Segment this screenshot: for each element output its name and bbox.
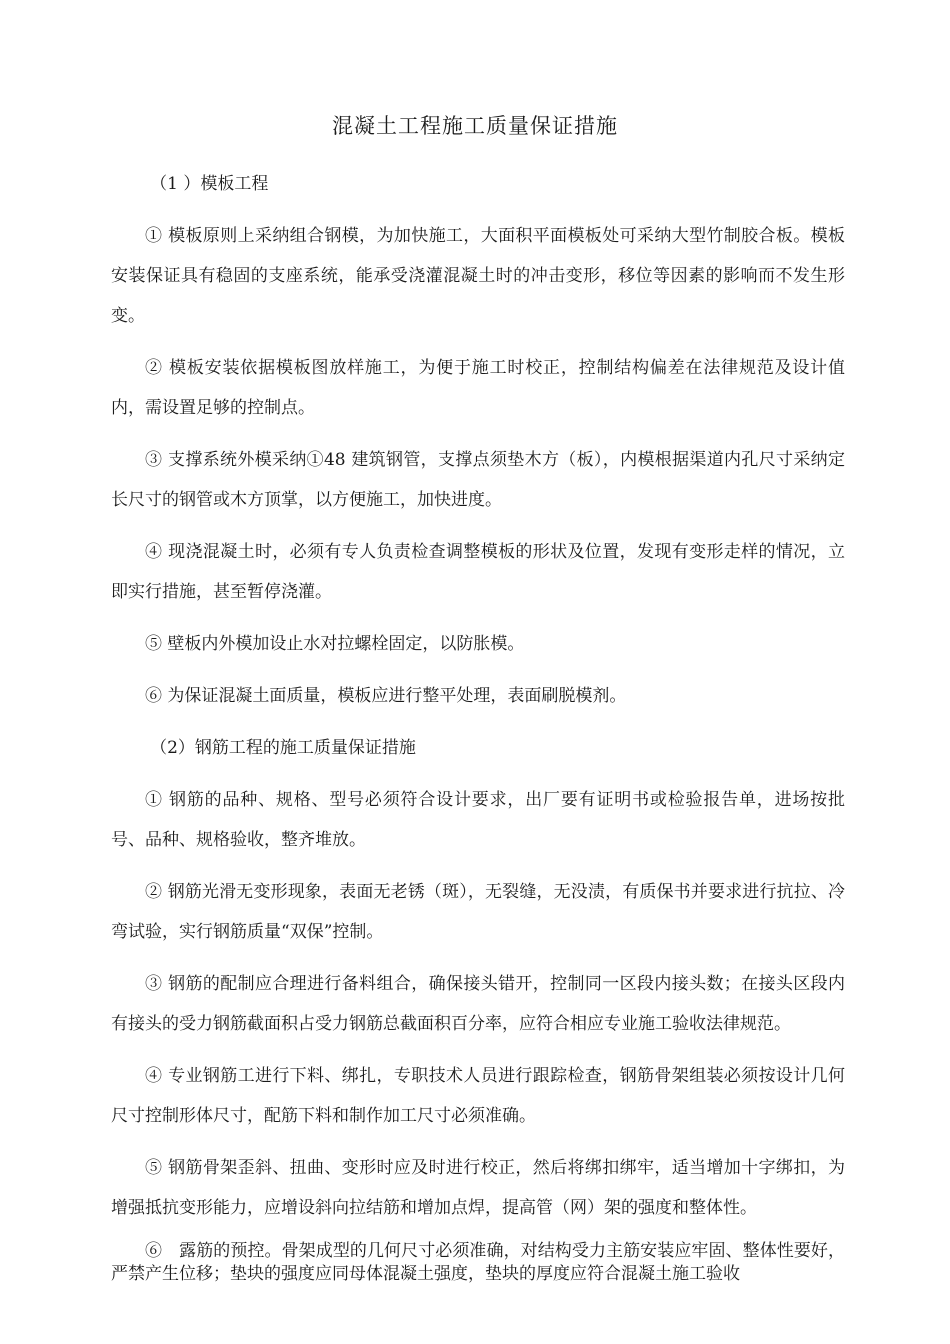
paragraph: ① 模板原则上采纳组合钢模，为加快施工，大面积平面模板处可采纳大型竹制胶合板。模板安装保证具有稳固的支座系统，能承受浇灌混凝土时的冲击变形，移位等因素的影响而不发生形变。 [111, 226, 845, 326]
section-heading-rebar: （2）钢筋工程的施工质量保证措施 [150, 738, 416, 758]
paragraph: ④ 现浇混凝土时，必须有专人负责检查调整模板的形状及位置，发现有变形走样的情况，立即实行措施，甚至暂停浇灌。 [111, 542, 845, 602]
document-title: 混凝土工程施工质量保证措施 [332, 114, 618, 138]
paragraph: ② 模板安装依据模板图放样施工，为便于施工时校正，控制结构偏差在法律规范及设计值内，需设置足够的控制点。 [111, 358, 845, 418]
paragraph: ③ 支撑系统外模采纳①48 建筑钢管，支撑点须垫木方（板），内模根据渠道内孔尺寸采纳定长尺寸的钢管或木方顶掌，以方便施工，加快进度。 [111, 450, 845, 510]
paragraph: ① 钢筋的品种、规格、型号必须符合设计要求，出厂要有证明书或检验报告单，进场按批号、品种、规格验收，整齐堆放。 [111, 790, 845, 850]
paragraph: ④ 专业钢筋工进行下料、绑扎，专职技术人员进行跟踪检查，钢筋骨架组装必须按设计几何尺寸控制形体尺寸，配筋下料和制作加工尺寸必须准确。 [111, 1066, 845, 1126]
paragraph: ⑥ 露筋的预控。骨架成型的几何尺寸必须准确，对结构受力主筋安装应牢固、整体性要好，严禁产生位移；垫块的强度应同母体混凝土强度，垫块的厚度应符合混凝土施工验收 [111, 1241, 845, 1284]
paragraph: ⑤ 壁板内外模加设止水对拉螺栓固定，以防胀模。 [145, 634, 525, 654]
paragraph: ③ 钢筋的配制应合理进行备料组合，确保接头错开，控制同一区段内接头数；在接头区段内有接头的受力钢筋截面积占受力钢筋总截面积百分率，应符合相应专业施工验收法律规范。 [111, 974, 845, 1034]
paragraph: ② 钢筋光滑无变形现象，表面无老锈（斑），无裂缝，无没渍，有质保书并要求进行抗拉、冷弯试验，实行钢筋质量“双保”控制。 [111, 882, 845, 942]
paragraph: ⑤ 钢筋骨架歪斜、扭曲、变形时应及时进行校正，然后将绑扣绑牢，适当增加十字绑扣，为增强抵抗变形能力，应增设斜向拉结筋和增加点焊，提高管（网）架的强度和整体性。 [111, 1158, 845, 1218]
paragraph: ⑥ 为保证混凝土面质量，模板应进行整平处理，表面刷脱模剂。 [145, 686, 627, 706]
section-heading-formwork: （1 ）模板工程 [150, 174, 269, 194]
document-body [111, 164, 845, 1298]
